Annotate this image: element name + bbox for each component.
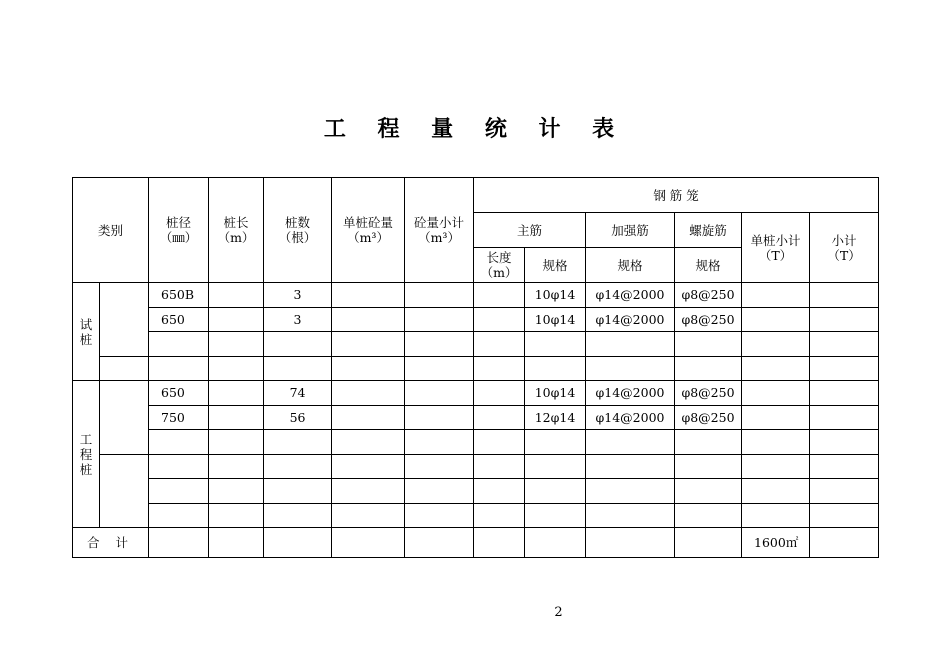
table-row (73, 430, 879, 455)
cell (209, 332, 264, 357)
cell (332, 528, 405, 558)
cell (149, 430, 209, 455)
cell (810, 405, 879, 430)
table-row (73, 503, 879, 528)
cell-stiffener: φ14@2000 (586, 381, 675, 406)
cell (675, 332, 742, 357)
cell (525, 479, 586, 504)
cell (264, 356, 332, 381)
cell (586, 503, 675, 528)
cell-stiffener: φ14@2000 (586, 283, 675, 308)
cell (100, 356, 149, 381)
cell (405, 356, 474, 381)
header-diameter: 桩径 （㎜） (149, 178, 209, 283)
header-spec: 规格 (525, 248, 586, 283)
cell (810, 356, 879, 381)
cell (209, 454, 264, 479)
cell (810, 283, 879, 308)
cell (209, 479, 264, 504)
cell (209, 356, 264, 381)
cell (405, 430, 474, 455)
header-rebar-cage: 钢 筋 笼 (474, 178, 879, 213)
cell (264, 454, 332, 479)
cell (264, 528, 332, 558)
total-row (73, 528, 879, 558)
cell-stiffener: φ14@2000 (586, 307, 675, 332)
cell (525, 356, 586, 381)
cell (586, 528, 675, 558)
cell-spiral: φ8@250 (675, 283, 742, 308)
table-row (73, 307, 879, 332)
cell (474, 528, 525, 558)
cell (405, 479, 474, 504)
cell (332, 356, 405, 381)
table-row (73, 405, 879, 430)
cell (474, 356, 525, 381)
cell (525, 503, 586, 528)
cell (675, 454, 742, 479)
cell (264, 430, 332, 455)
cell (209, 430, 264, 455)
total-label: 合 计 (73, 528, 149, 558)
cell (332, 283, 405, 308)
cell (675, 356, 742, 381)
cell (742, 332, 810, 357)
cell (332, 479, 405, 504)
cell-count: 3 (264, 283, 332, 308)
cell-diameter: 650 (149, 381, 209, 406)
cell (209, 381, 264, 406)
cell (474, 503, 525, 528)
cell (810, 430, 879, 455)
cell (742, 381, 810, 406)
cell (332, 454, 405, 479)
cell (149, 528, 209, 558)
header-concrete-subtotal: 砼量小计 （m³） (405, 178, 474, 283)
header-bar-length: 长度 （m） (474, 248, 525, 283)
cell (332, 381, 405, 406)
cell (474, 381, 525, 406)
cell (332, 430, 405, 455)
cell-spiral: φ8@250 (675, 381, 742, 406)
sub-cell (100, 381, 149, 455)
cell (810, 454, 879, 479)
header-count: 桩数 （根） (264, 178, 332, 283)
sub-cell (100, 283, 149, 357)
cell (474, 332, 525, 357)
cell (405, 454, 474, 479)
cell (810, 503, 879, 528)
cell (149, 356, 209, 381)
cell (675, 479, 742, 504)
cell (742, 307, 810, 332)
cell (332, 307, 405, 332)
cell (405, 381, 474, 406)
cell (264, 479, 332, 504)
cell (742, 430, 810, 455)
header-subtotal: 小计 （T） (810, 213, 879, 283)
cell-spiral: φ8@250 (675, 307, 742, 332)
cell (209, 307, 264, 332)
group-engineering-pile: 工 程 桩 (73, 381, 100, 528)
table-row (73, 479, 879, 504)
cell-main-bar: 10φ14 (525, 307, 586, 332)
cell-spiral: φ8@250 (675, 405, 742, 430)
cell-count: 74 (264, 381, 332, 406)
cell-diameter: 650 (149, 307, 209, 332)
cell (209, 283, 264, 308)
cell (405, 307, 474, 332)
page-number: 2 (554, 605, 563, 620)
cell-main-bar: 10φ14 (525, 381, 586, 406)
cell (810, 307, 879, 332)
cell (525, 528, 586, 558)
cell-diameter: 650B (149, 283, 209, 308)
quantity-table (72, 177, 879, 558)
cell (810, 381, 879, 406)
header-spec: 规格 (675, 248, 742, 283)
header-category: 类别 (73, 178, 149, 283)
cell (209, 503, 264, 528)
cell (209, 405, 264, 430)
table-row (73, 381, 879, 406)
header-single-subtotal: 单桩小计 （T） (742, 213, 810, 283)
table-row (73, 332, 879, 357)
cell (474, 454, 525, 479)
cell (405, 528, 474, 558)
cell (264, 332, 332, 357)
cell (586, 454, 675, 479)
cell (149, 454, 209, 479)
table-row (73, 454, 879, 479)
cell (810, 479, 879, 504)
cell (405, 283, 474, 308)
cell (474, 283, 525, 308)
header-spiral: 螺旋筋 (675, 213, 742, 248)
cell (405, 332, 474, 357)
cell (474, 479, 525, 504)
cell (810, 332, 879, 357)
cell (474, 307, 525, 332)
cell (149, 479, 209, 504)
cell (474, 405, 525, 430)
cell (405, 503, 474, 528)
cell-count: 3 (264, 307, 332, 332)
cell (810, 528, 879, 558)
cell (586, 332, 675, 357)
cell (586, 356, 675, 381)
cell (675, 528, 742, 558)
header-length: 桩长 （m） (209, 178, 264, 283)
cell (332, 503, 405, 528)
cell (332, 405, 405, 430)
cell (586, 430, 675, 455)
cell (474, 430, 525, 455)
cell (586, 479, 675, 504)
header-spec: 规格 (586, 248, 675, 283)
cell (332, 332, 405, 357)
cell (149, 332, 209, 357)
cell (742, 356, 810, 381)
cell (149, 503, 209, 528)
header-main-bar: 主筋 (474, 213, 586, 248)
cell (209, 528, 264, 558)
header-single-concrete: 单桩砼量 （m³） (332, 178, 405, 283)
cell (525, 430, 586, 455)
cell (525, 454, 586, 479)
cell-main-bar: 12φ14 (525, 405, 586, 430)
group-test-pile: 试 桩 (73, 283, 100, 381)
page-title: 工 程 量 统 计 表 (323, 117, 627, 142)
table-row (73, 283, 879, 308)
cell (742, 479, 810, 504)
header-stiffener: 加强筋 (586, 213, 675, 248)
cell (742, 503, 810, 528)
cell (405, 405, 474, 430)
cell (675, 430, 742, 455)
cell (675, 503, 742, 528)
cell (742, 283, 810, 308)
cell-count: 56 (264, 405, 332, 430)
cell (525, 332, 586, 357)
cell-main-bar: 10φ14 (525, 283, 586, 308)
sub-cell (100, 454, 149, 528)
cell-stiffener: φ14@2000 (586, 405, 675, 430)
cell (264, 503, 332, 528)
total-single-subtotal: 1600㎡ (742, 528, 810, 558)
cell-diameter: 750 (149, 405, 209, 430)
table-row (73, 356, 879, 381)
cell (742, 454, 810, 479)
cell (742, 405, 810, 430)
